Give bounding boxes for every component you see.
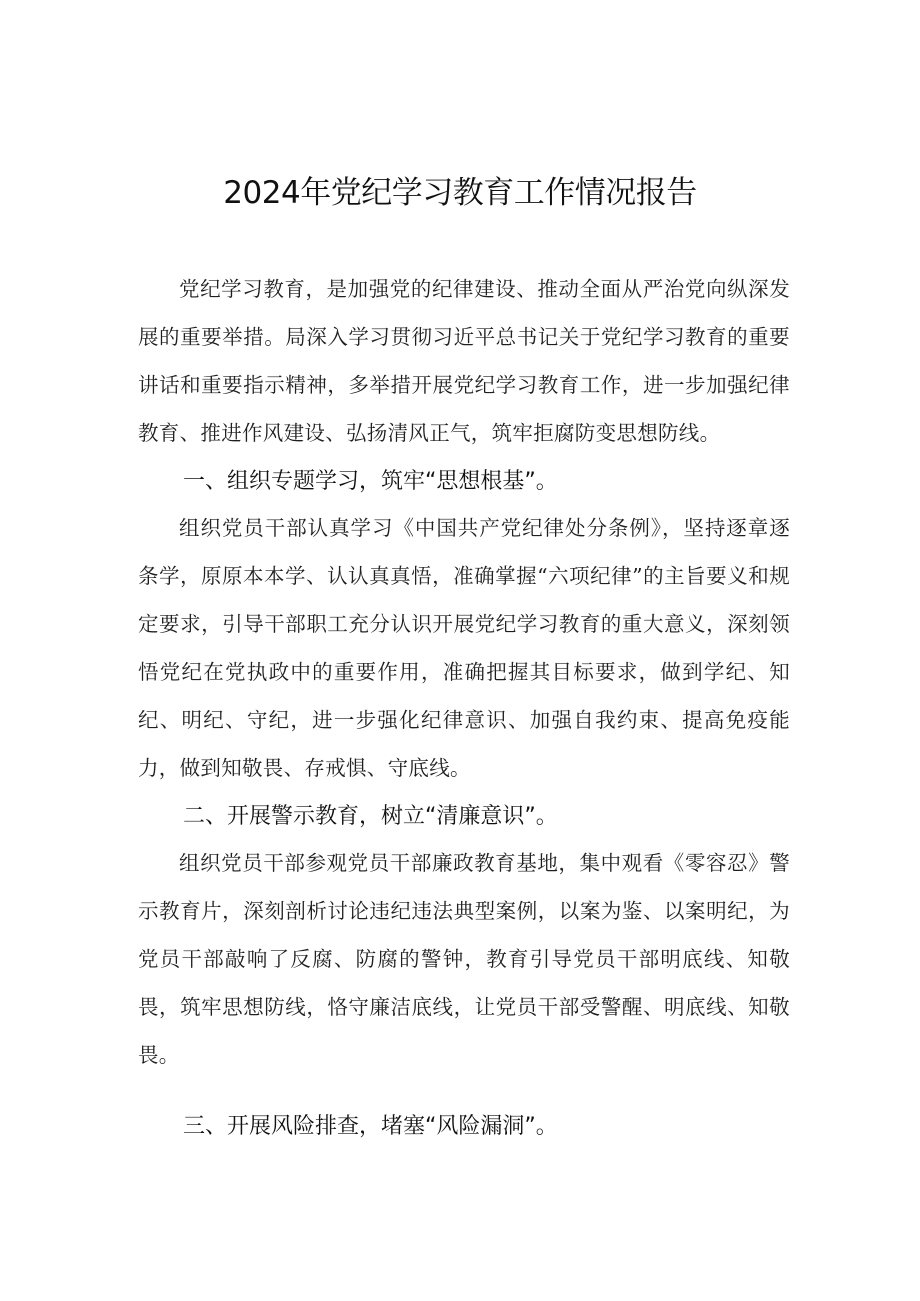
document-title: 2024年党纪学习教育工作情况报告 <box>223 175 697 211</box>
section-body-1: 组织党员干部认真学习《中国共产党纪律处分条例》，坚持逐章逐条学，原原本本学、认认真真悟，准确掌握“六项纪律”的主旨要义和规定要求，引导干部职工充分认识开展党纪学习教育的重大意义，深刻领悟党纪在党执政中的重要作用，准确把握其目标要求，做到学纪、知纪、明纪、守纪，进一步强化纪律意识、加强自我约束、提高免疫能力，做到知敬畏、存戒惧、守底线。 <box>138 516 790 780</box>
section-heading-2: 二、开展警示教育，树立“清廉意识”。 <box>183 804 558 829</box>
section-heading-3: 三、开展风险排查，堵塞“风险漏洞”。 <box>183 1114 558 1139</box>
section-body-2: 组织党员干部参观党员干部廉政教育基地，集中观看《零容忍》警示教育片，深刻剖析讨论违纪违法典型案例，以案为鉴、以案明纪，为党员干部敲响了反腐、防腐的警钟，教育引导党员干部明底线、知敬畏，筑牢思想防线，恪守廉洁底线，让党员干部受警醒、明底线、知敬畏。 <box>138 851 790 1067</box>
section-heading-1: 一、组织专题学习，筑牢“思想根基”。 <box>183 469 558 494</box>
intro-paragraph: 党纪学习教育，是加强党的纪律建设、推动全面从严治党向纵深发展的重要举措。局深入学习贯彻习近平总书记关于党纪学习教育的重要讲话和重要指示精神，多举措开展党纪学习教育工作，进一步加强纪律教育、推进作风建设、弘扬清风正气，筑牢拒腐防变思想防线。 <box>138 277 790 445</box>
